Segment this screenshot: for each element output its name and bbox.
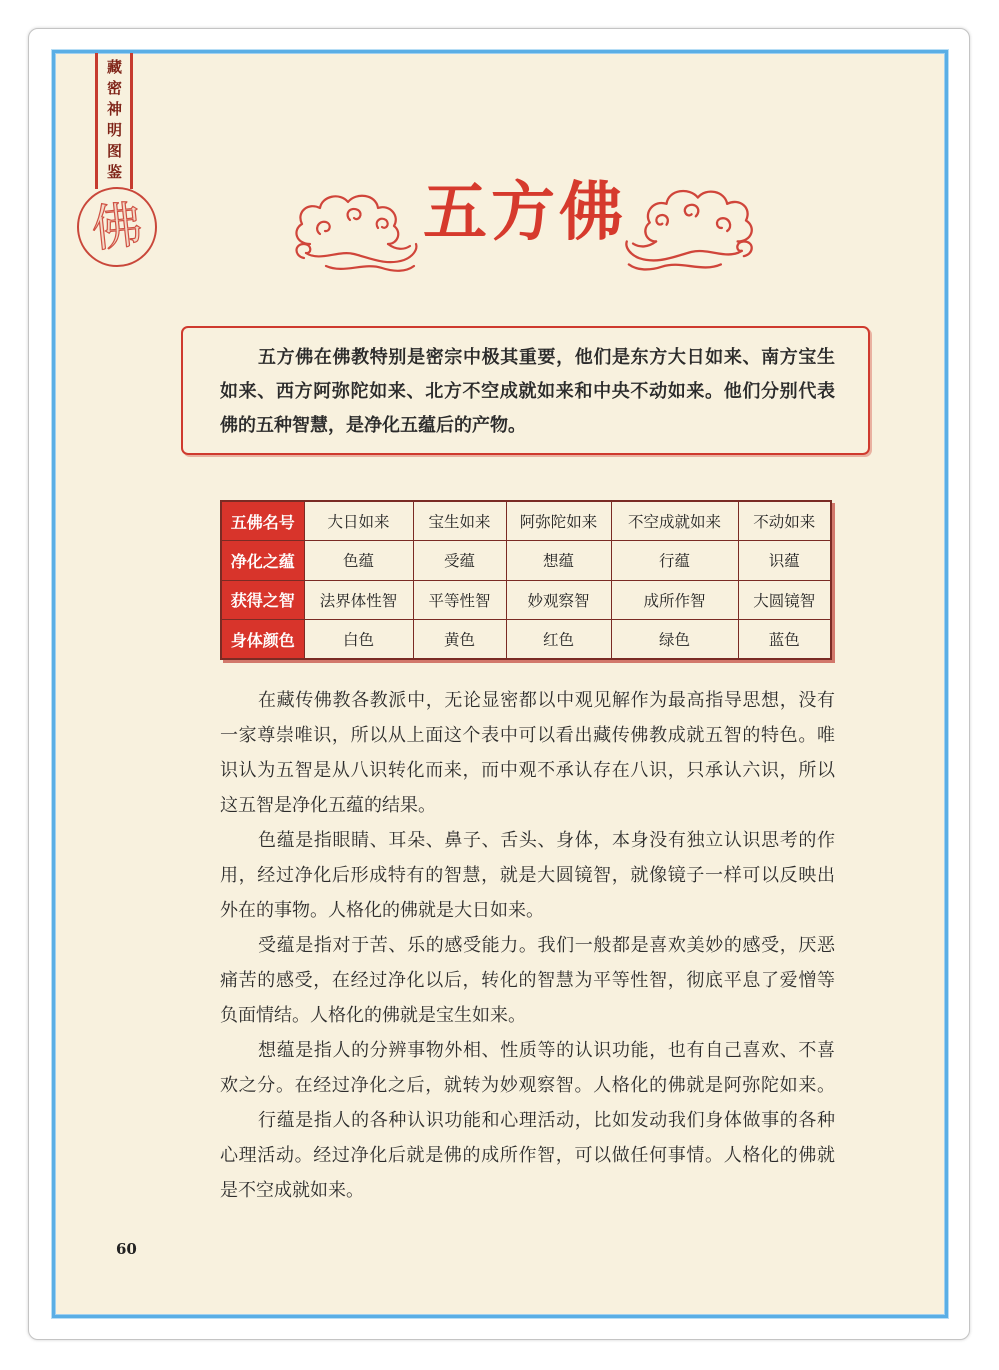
body-line: 痛苦的感受，在经过净化以后，转化的智慧为平等性智，彻底平息了爱憎等 <box>220 970 835 991</box>
body-line: 在藏传佛教各教派中，无论显密都以中观见解作为最高指导思想，没有 <box>258 690 835 711</box>
body-line: 是不空成就如来。 <box>220 1180 364 1201</box>
body-line: 这五智是净化五蕴的结果。 <box>220 795 436 816</box>
body-line: 受蕴是指对于苦、乐的感受能力。我们一般都是喜欢美妙的感受，厌恶 <box>258 935 835 956</box>
table-cell: 成所作智 <box>611 580 738 620</box>
table-cell: 想蕴 <box>506 541 611 581</box>
body-line: 心理活动。经过净化后就是佛的成所作智，可以做任何事情。人格化的佛就 <box>220 1145 835 1166</box>
paragraph <box>220 683 835 823</box>
page-title: 五方佛 <box>423 176 627 250</box>
body-line: 外在的事物。人格化的佛就是大日如来。 <box>220 900 544 921</box>
table-cell: 大圆镜智 <box>738 580 831 620</box>
paragraph <box>220 1033 835 1103</box>
table-cell: 红色 <box>506 620 611 660</box>
page-number: 60 <box>116 1240 137 1258</box>
intro-line: 如来、西方阿弥陀如来、北方不空成就如来和中央不动如来。他们分别代表 <box>220 381 835 402</box>
paragraph <box>220 928 835 1033</box>
table-cell: 受蕴 <box>413 541 506 581</box>
table-row <box>221 580 831 620</box>
body-line: 负面情结。人格化的佛就是宝生如来。 <box>220 1005 526 1026</box>
body-line: 识认为五智是从八识转化而来，而中观不承认存在八识，只承认六识，所以 <box>220 760 835 781</box>
table-cell: 绿色 <box>611 620 738 660</box>
table-cell: 阿弥陀如来 <box>506 501 611 541</box>
row-header: 净化之蕴 <box>221 541 304 581</box>
body-line: 用，经过净化后形成特有的智慧，就是大圆镜智，就像镜子一样可以反映出 <box>220 865 835 886</box>
row-header: 五佛名号 <box>221 501 304 541</box>
category-seal <box>77 187 157 267</box>
body-line: 欢之分。在经过净化之后，就转为妙观察智。人格化的佛就是阿弥陀如来。 <box>220 1075 835 1096</box>
row-header: 获得之智 <box>221 580 304 620</box>
table-cell: 不空成就如来 <box>611 501 738 541</box>
table-row <box>221 501 831 541</box>
paragraph <box>220 1103 835 1208</box>
table-cell: 黄色 <box>413 620 506 660</box>
table-cell: 大日如来 <box>304 501 413 541</box>
table-row <box>221 541 831 581</box>
five-buddhas-table <box>220 500 832 660</box>
cloud-ornament-right-icon <box>612 185 767 277</box>
table-cell: 宝生如来 <box>413 501 506 541</box>
table-cell: 蓝色 <box>738 620 831 660</box>
table-cell: 不动如来 <box>738 501 831 541</box>
cloud-ornament-left-icon <box>290 190 422 278</box>
body-line: 行蕴是指人的各种认识功能和心理活动，比如发动我们身体做事的各种 <box>258 1110 835 1131</box>
body-line: 色蕴是指眼睛、耳朵、鼻子、舌头、身体，本身没有独立认识思考的作 <box>258 830 835 851</box>
table-cell: 色蕴 <box>304 541 413 581</box>
body-text <box>220 683 835 1208</box>
row-header: 身体颜色 <box>221 620 304 660</box>
table-cell: 行蕴 <box>611 541 738 581</box>
table-row <box>221 620 831 660</box>
paragraph <box>220 823 835 928</box>
seal-character: 佛 <box>89 195 145 259</box>
table-cell: 法界体性智 <box>304 580 413 620</box>
table-cell: 识蕴 <box>738 541 831 581</box>
body-line: 想蕴是指人的分辨事物外相、性质等的认识功能，也有自己喜欢、不喜 <box>258 1040 835 1061</box>
table-cell: 白色 <box>304 620 413 660</box>
intro-line: 佛的五种智慧，是净化五蕴后的产物。 <box>220 415 526 436</box>
series-tab <box>95 53 133 189</box>
intro-line: 五方佛在佛教特别是密宗中极其重要，他们是东方大日如来、南方宝生 <box>258 347 835 368</box>
series-title: 藏密神明图鉴 <box>105 59 123 185</box>
body-line: 一家尊崇唯识，所以从上面这个表中可以看出藏传佛教成就五智的特色。唯 <box>220 725 835 746</box>
table-cell: 妙观察智 <box>506 580 611 620</box>
intro-text <box>220 341 835 443</box>
table-cell: 平等性智 <box>413 580 506 620</box>
